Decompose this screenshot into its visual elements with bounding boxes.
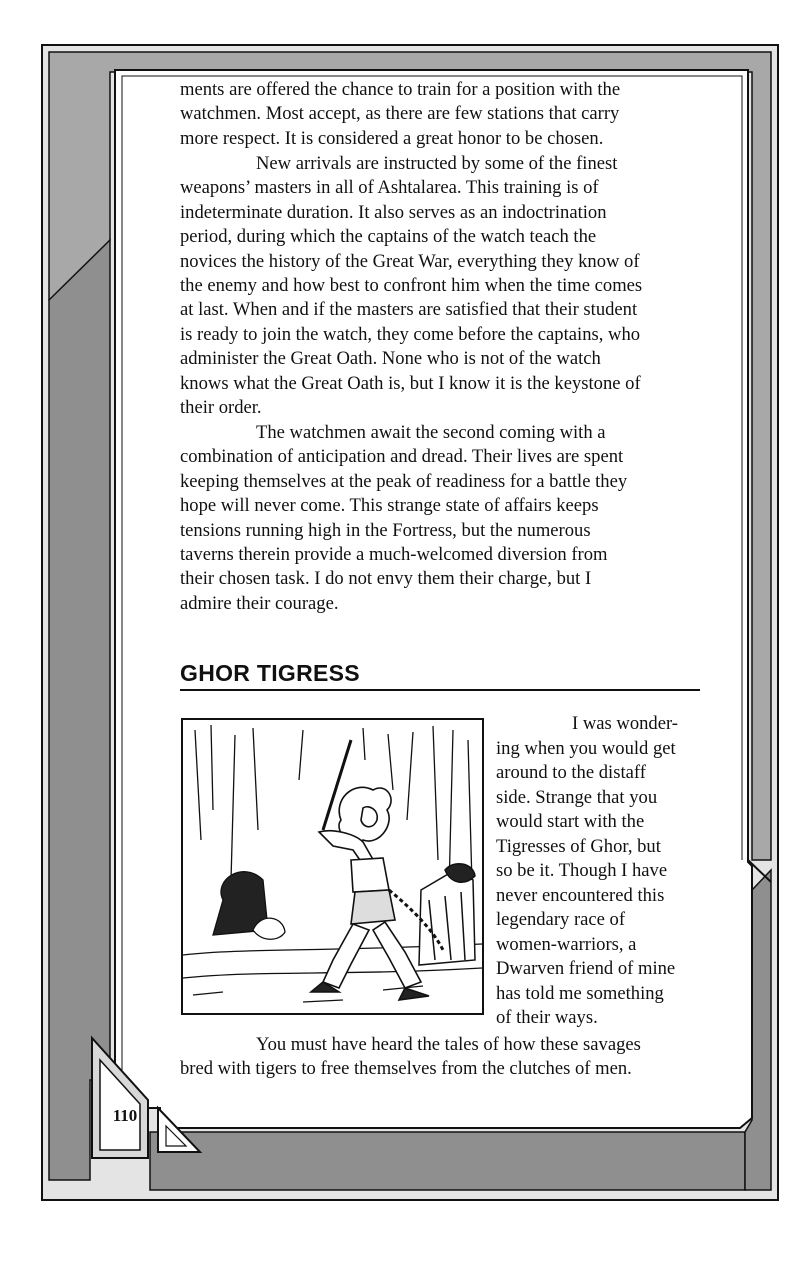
text-line: has told me something [496, 982, 664, 1004]
text-line: hope will never come. This strange state of affairs keeps [180, 495, 599, 517]
text-line: admire their courage. [180, 592, 339, 614]
text-line: Dwarven friend of mine [496, 958, 676, 979]
text-line: their order. [180, 397, 262, 419]
text-line: keeping themselves at the peak of readiness for a battle they [180, 470, 628, 492]
body-paragraph-2 [180, 152, 705, 420]
text-line: so be it. Though I have [496, 860, 668, 881]
body-paragraph-4 [180, 1033, 705, 1082]
text-line: would start with the [496, 811, 645, 832]
text-line: indeterminate duration. It also serves as an indoctrination [180, 201, 607, 223]
text-line: their chosen task. I do not envy them their charge, but I [180, 568, 592, 590]
text-line: around to the distaff [496, 762, 646, 783]
text-line: ments are offered the chance to train for a position with the [180, 79, 621, 100]
text-line: the enemy and how best to confront him when the time comes [180, 275, 643, 297]
text-line: ing when you would get [496, 737, 676, 759]
side-paragraph [496, 712, 711, 1031]
text-line: administer the Great Oath. None who is not of the watch [180, 348, 601, 370]
text-line: side. Strange that you [496, 786, 658, 808]
text-line: You must have heard the tales of how these savages [256, 1034, 641, 1055]
text-line: watchmen. Most accept, as there are few stations that carry [180, 103, 620, 125]
text-line: at last. When and if the masters are satisfied that their student [180, 299, 638, 321]
text-line: knows what the Great Oath is, but I know it is the keystone of [180, 372, 641, 394]
text-line: is ready to join the watch, they come before the captains, who [180, 323, 641, 345]
text-line: more respect. It is considered a great honor to be chosen. [180, 127, 604, 149]
text-line: tensions running high in the Fortress, but the numerous [180, 519, 591, 541]
page-number: 110 [112, 1106, 138, 1125]
text-line: legendary race of [496, 909, 626, 930]
text-line: weapons’ masters in all of Ashtalarea. This training is of [180, 177, 599, 199]
illustration-drawing [183, 720, 482, 1013]
text-line: period, during which the captains of the watch teach the [180, 226, 597, 248]
text-line: women-warriors, a [496, 933, 637, 955]
text-line: I was wonder- [572, 713, 678, 734]
text-line: novices the history of the Great War, everything they know of [180, 250, 640, 272]
text-line: taverns therein provide a much-welcomed diversion from [180, 544, 608, 566]
text-line: bred with tigers to free themselves from the clutches of men. [180, 1058, 632, 1080]
section-heading: GHOR TIGRESS [180, 660, 360, 686]
warrior-woman-illustration [181, 718, 484, 1015]
body-paragraph-3 [180, 421, 705, 616]
body-paragraph-1 [180, 78, 705, 151]
text-line: Tigresses of Ghor, but [496, 835, 661, 857]
text-line: never encountered this [496, 884, 665, 906]
heading-underline [180, 689, 700, 691]
text-line: The watchmen await the second coming with a [256, 422, 606, 443]
text-line: of their ways. [496, 1007, 598, 1028]
text-line: combination of anticipation and dread. Their lives are spent [180, 446, 624, 468]
text-line: New arrivals are instructed by some of the finest [256, 153, 618, 174]
